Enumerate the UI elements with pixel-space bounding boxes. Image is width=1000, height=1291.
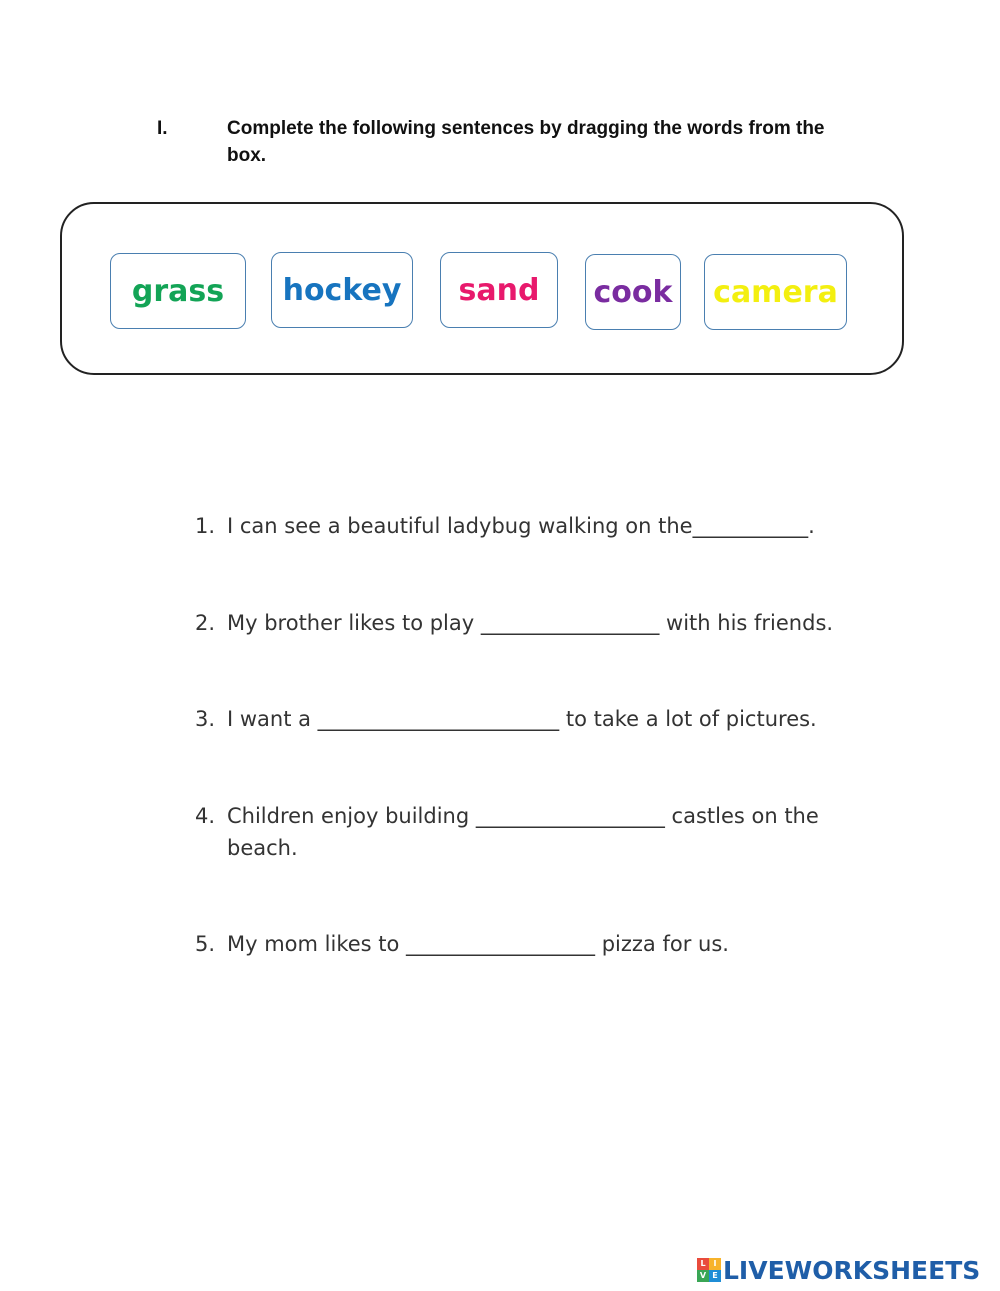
word-chip-grass[interactable] — [110, 253, 246, 329]
sentence-text[interactable]: Children enjoy building __________________ castles on the beach. — [227, 804, 819, 860]
instruction-text: Complete the following sentences by dragging the words from the box. — [227, 118, 825, 166]
sentence-text[interactable]: I want a _______________________ to take a lot of pictures. — [227, 707, 817, 731]
word-chip-cook[interactable] — [585, 254, 681, 330]
sentence-number: 1. — [195, 514, 216, 538]
logo-text: LIVEWORKSHEETS — [723, 1255, 981, 1285]
sentence-number: 2. — [195, 611, 216, 635]
liveworksheets-logo[interactable] — [697, 1254, 980, 1286]
sentence-text[interactable]: My mom likes to __________________ pizza for us. — [227, 932, 729, 956]
word-chip-camera[interactable] — [704, 254, 847, 330]
word-chip-label: hockey — [282, 272, 402, 308]
sentence-number: 5. — [195, 932, 216, 956]
sentence-number: 4. — [195, 804, 216, 828]
word-chip-label: camera — [713, 274, 838, 310]
sentence-text[interactable]: I can see a beautiful ladybug walking on the___________. — [227, 514, 815, 538]
word-chip-hockey[interactable] — [271, 252, 413, 328]
word-chip-label: grass — [131, 273, 225, 309]
logo-mark-icon: L I V E — [697, 1258, 721, 1282]
word-chip-label: sand — [458, 272, 540, 308]
sentence-text[interactable]: My brother likes to play _________________ with his friends. — [227, 611, 834, 635]
instruction-number: I. — [157, 118, 168, 139]
word-chip-label: cook — [593, 274, 673, 310]
sentence-number: 3. — [195, 707, 216, 731]
word-chip-sand[interactable] — [440, 252, 558, 328]
